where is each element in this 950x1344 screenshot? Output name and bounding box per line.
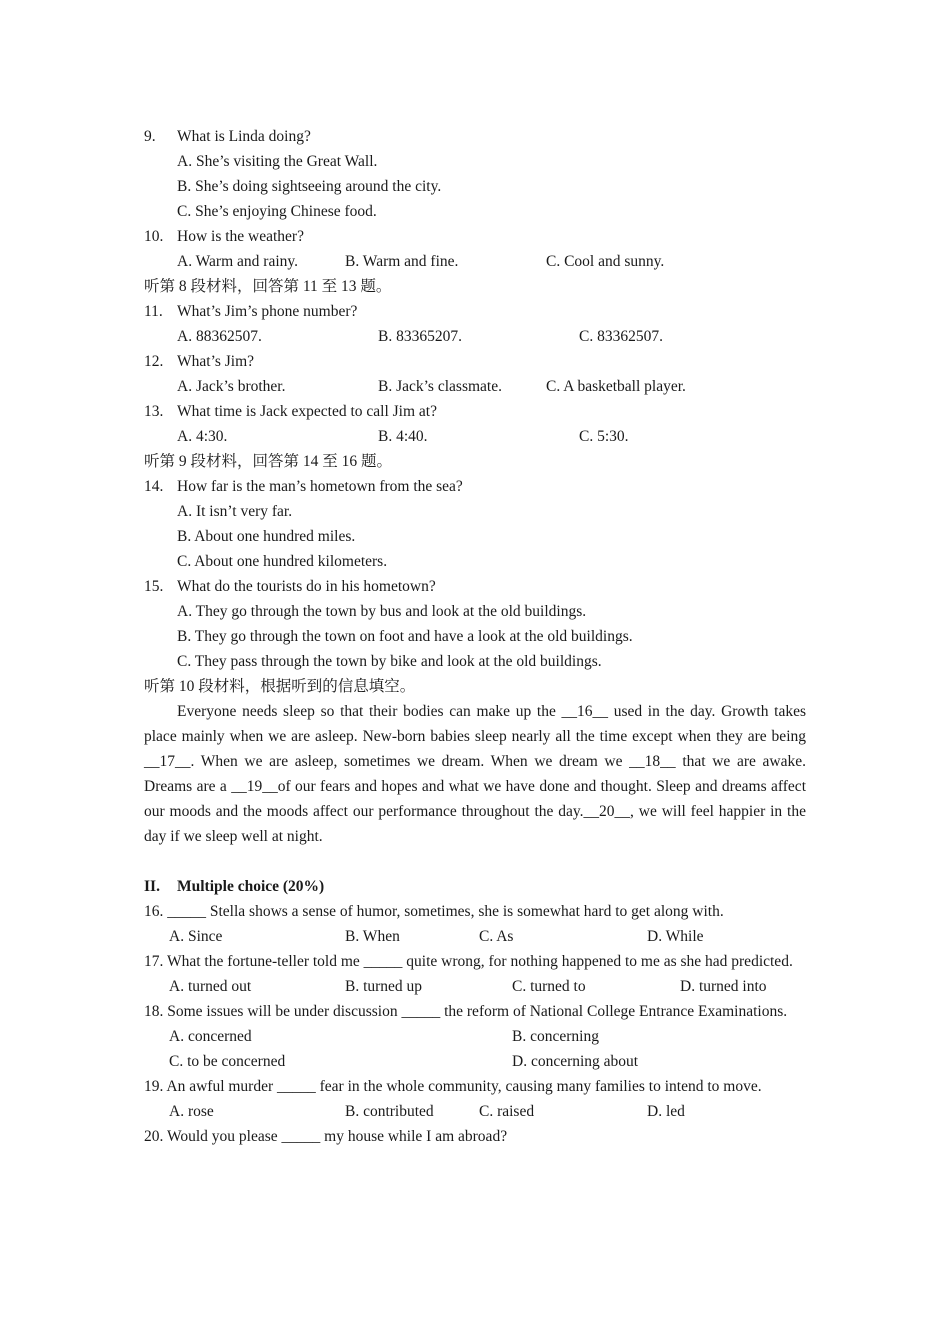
- question-text: What is Linda doing?: [177, 128, 311, 145]
- option-a: A. 88362507.: [177, 328, 262, 345]
- option-c: C. She’s enjoying Chinese food.: [177, 203, 377, 220]
- option-b: B. 83365207.: [378, 328, 462, 345]
- question-text: What do the tourists do in his hometown?: [177, 578, 436, 595]
- section-number: II.: [144, 878, 160, 895]
- question-9: [144, 124, 806, 149]
- option-a: A. She’s visiting the Great Wall.: [177, 153, 378, 170]
- option-b: B. She’s doing sightseeing around the city.: [177, 178, 442, 195]
- question-17: 17. What the fortune-teller told me _____ quite wrong, for nothing happened to me as she had predicted.: [144, 953, 793, 970]
- instruction-section-10: 听第 10 段材料，根据听到的信息填空。: [144, 678, 416, 695]
- option-a: A. Since: [169, 928, 223, 945]
- question-number: 9.: [144, 128, 156, 145]
- option-b: B. Jack’s classmate.: [378, 378, 502, 395]
- option-c: C. As: [479, 928, 514, 945]
- option-a: A. They go through the town by bus and look at the old buildings.: [177, 603, 587, 620]
- question-15: [144, 574, 806, 599]
- instruction-section-8: 听第 8 段材料，回答第 11 至 13 题。: [144, 278, 392, 295]
- option-b: B. contributed: [345, 1103, 434, 1120]
- option-d: D. turned into: [680, 978, 767, 995]
- section-heading: [144, 874, 806, 899]
- option-b: B. About one hundred miles.: [177, 528, 356, 545]
- question-text: What time is Jack expected to call Jim at?: [177, 403, 437, 420]
- option-c: C. A basketball player.: [546, 378, 686, 395]
- question-16: 16. _____ Stella shows a sense of humor, sometimes, she is somewhat hard to get along with.: [144, 903, 724, 920]
- question-number: 15.: [144, 578, 164, 595]
- question-number: 12.: [144, 353, 164, 370]
- exam-page: [144, 124, 806, 1149]
- option-b: B. 4:40.: [378, 428, 428, 445]
- option-a: A. rose: [169, 1103, 214, 1120]
- option-b: B. Warm and fine.: [345, 253, 459, 270]
- question-text: How far is the man’s hometown from the sea?: [177, 478, 463, 495]
- option-c: C. raised: [479, 1103, 535, 1120]
- option-d: D. led: [647, 1103, 685, 1120]
- section-title: Multiple choice (20%): [177, 878, 325, 895]
- option-c: C. to be concerned: [169, 1053, 286, 1070]
- option-c: C. They pass through the town by bike and look at the old buildings.: [177, 653, 602, 670]
- question-text: What’s Jim’s phone number?: [177, 303, 358, 320]
- option-b: B. concerning: [512, 1028, 599, 1045]
- option-c: C. 5:30.: [579, 428, 629, 445]
- question-19: 19. An awful murder _____ fear in the whole community, causing many families to intend to move.: [144, 1078, 762, 1095]
- question-11: [144, 299, 806, 324]
- option-a: A. 4:30.: [177, 428, 228, 445]
- option-c: C. 83362507.: [579, 328, 663, 345]
- option-a: A. concerned: [169, 1028, 252, 1045]
- question-20: 20. Would you please _____ my house while I am abroad?: [144, 1128, 508, 1145]
- question-number: 10.: [144, 228, 164, 245]
- option-b: B. When: [345, 928, 400, 945]
- option-c: C. turned to: [512, 978, 586, 995]
- option-b: B. They go through the town on foot and have a look at the old buildings.: [177, 628, 633, 645]
- instruction-section-9: 听第 9 段材料，回答第 14 至 16 题。: [144, 453, 393, 470]
- question-number: 14.: [144, 478, 164, 495]
- option-d: D. concerning about: [512, 1053, 639, 1070]
- question-number: 11.: [144, 303, 163, 320]
- option-d: D. While: [647, 928, 704, 945]
- question-text: What’s Jim?: [177, 353, 255, 370]
- question-number: 13.: [144, 403, 164, 420]
- option-c: C. Cool and sunny.: [546, 253, 665, 270]
- question-14: [144, 474, 806, 499]
- option-a: A. Jack’s brother.: [177, 378, 286, 395]
- question-text: How is the weather?: [177, 228, 304, 245]
- listening-passage: Everyone needs sleep so that their bodies can make up the __16__ used in the day. Growth takes place mainly when we are asleep. New-born babies sleep nearly all the time except when they are being __17__. When we are asleep, sometimes we dream. When we dream we __18__ that we are awake. Dreams are a __19__of our fears and hopes and what we have done and thought. Sleep and dreams affect our moods and the moods affect our performance throughout the day.__20__, we will feel happier in the day if we sleep well at night.: [144, 703, 806, 845]
- question-13: [144, 399, 806, 424]
- question-12: [144, 349, 806, 374]
- option-b: B. turned up: [345, 978, 423, 995]
- option-a: A. It isn’t very far.: [177, 503, 293, 520]
- question-18: 18. Some issues will be under discussion _____ the reform of National College Entrance Examinations.: [144, 1003, 788, 1020]
- option-a: A. Warm and rainy.: [177, 253, 298, 270]
- option-a: A. turned out: [169, 978, 252, 995]
- option-c: C. About one hundred kilometers.: [177, 553, 388, 570]
- question-10: [144, 224, 806, 249]
